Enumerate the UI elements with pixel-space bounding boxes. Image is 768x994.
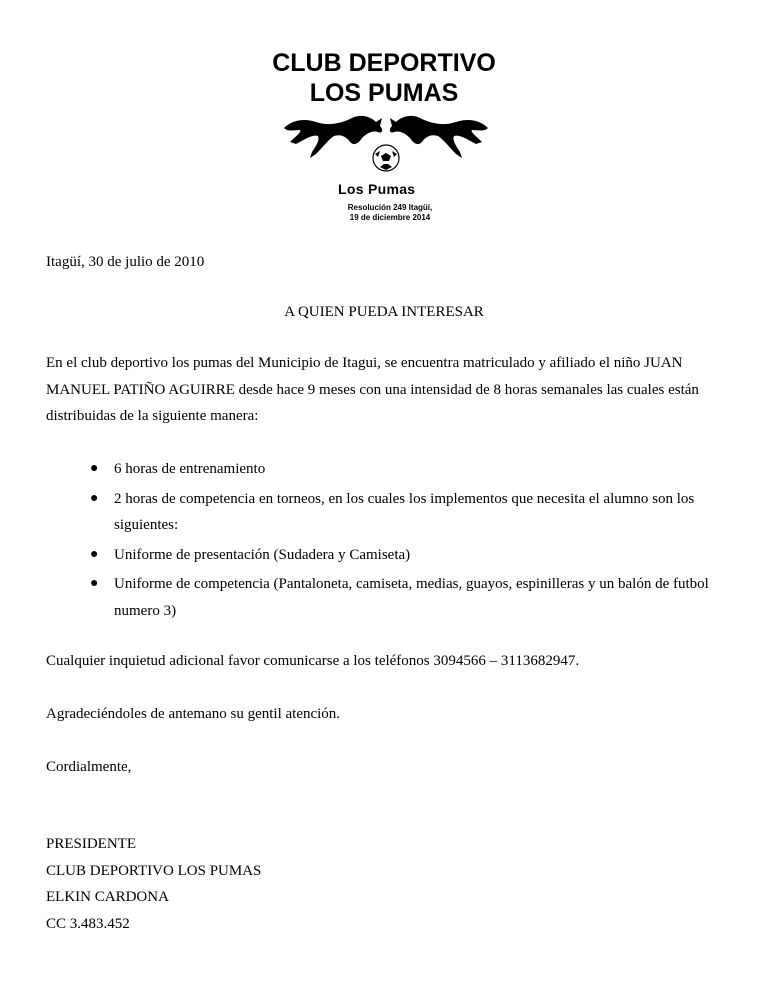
bullet-icon: ●: [90, 490, 99, 506]
letter-heading: A QUIEN PUEDA INTERESAR: [284, 304, 484, 320]
list-item: [90, 486, 720, 539]
bullet-icon: ●: [90, 576, 99, 591]
logo-club-name: Los Pumas: [338, 181, 416, 197]
list-item-text: 6 horas de entrenamiento: [114, 461, 266, 477]
letter-date: Itagüí, 30 de julio de 2010: [46, 254, 205, 270]
club-title-line2: LOS PUMAS: [309, 79, 459, 107]
list-item-text: 2 horas de competencia en torneos, en los cuales los implementos que necesita el alumno son los siguientes:: [114, 490, 695, 533]
list-item-text: Uniforme de presentación (Sudadera y Camiseta): [114, 546, 411, 563]
bullet-icon: ●: [90, 546, 99, 562]
signature-block: [46, 831, 726, 937]
list-item-text: Uniforme de competencia (Pantaloneta, camiseta, medias, guayos, espinilleras y un balón de futbol numero 3): [114, 576, 709, 619]
signature-id: CC 3.483.452: [46, 915, 130, 932]
logo-resolution: [330, 203, 450, 223]
logo-resolution-line1: Resolución 249 Itagüí,: [347, 203, 433, 212]
letter-closing: Cordialmente,: [46, 759, 132, 775]
bullet-list: [90, 456, 720, 627]
list-item: [90, 456, 720, 483]
club-logo: [282, 110, 492, 230]
signature-role: PRESIDENTE: [46, 836, 136, 852]
puma-logo-graphic: [282, 110, 492, 185]
letter-thanks: Agradeciéndoles de antemano su gentil atención.: [46, 706, 341, 722]
list-item: [90, 571, 720, 624]
bullet-icon: ●: [90, 461, 99, 476]
signature-organization: CLUB DEPORTIVO LOS PUMAS: [46, 862, 262, 879]
club-title: [234, 48, 534, 108]
club-title-line1: CLUB DEPORTIVO: [272, 49, 496, 77]
signature-name: ELKIN CARDONA: [46, 889, 169, 905]
logo-resolution-line2: 19 de diciembre 2014: [349, 213, 431, 222]
list-item: [90, 542, 720, 569]
letter-contact: Cualquier inquietud adicional favor comunicarse a los teléfonos 3094566 – 3113682947.: [46, 653, 580, 669]
letter-paragraph: En el club deportivo los pumas del Municipio de Itagui, se encuentra matriculado y afiliado el niño JUAN MANUEL PATIÑO AGUIRRE desde hace 9 meses con una intensidad de 8 horas semanales las cuales están distribuidas de la siguiente manera:: [46, 355, 699, 424]
